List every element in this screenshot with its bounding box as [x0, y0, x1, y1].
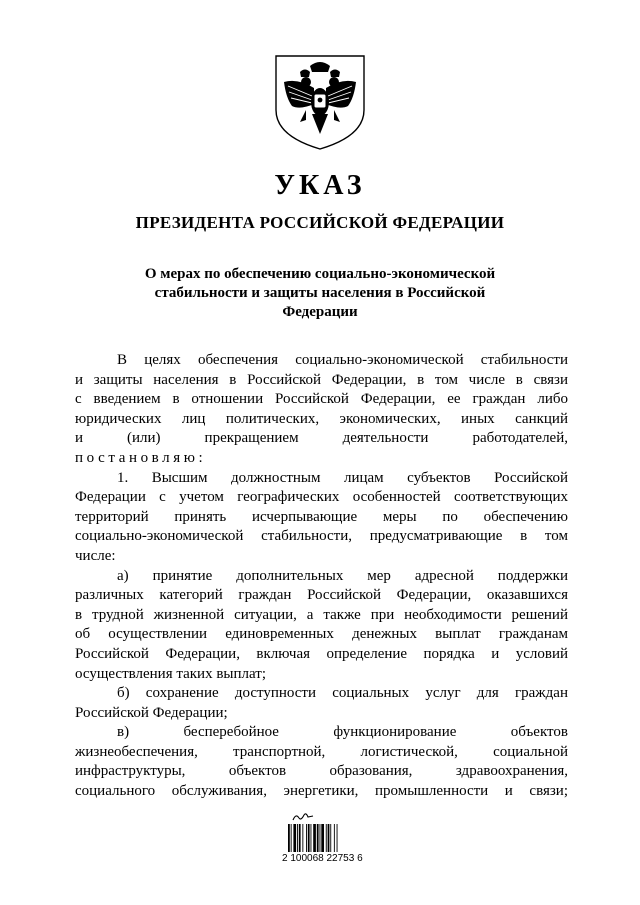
barcode-number: 2 100068 22753 6	[282, 853, 363, 864]
body-line: юридических лиц политических, экономических, иных санкций	[75, 410, 568, 427]
barcode-bar	[288, 824, 290, 852]
subject-line: Федерации	[282, 304, 358, 320]
body-line: а) принятие дополнительных мер адресной поддержки	[117, 567, 568, 584]
body-line: социального обслуживания, энергетики, промышленности и связи;	[75, 783, 568, 800]
body-line: 1. Высшим должностным лицам субъектов Российской	[117, 469, 568, 486]
coat-of-arms-emblem	[270, 52, 370, 152]
barcode-bar	[328, 824, 330, 852]
body-line: б) сохранение доступности социальных услуг для граждан	[117, 685, 568, 702]
body-line: об осуществлении единовременных денежных выплат гражданам	[75, 626, 568, 643]
subject-line: О мерах по обеспечению социально-экономической	[144, 266, 496, 282]
body-line: и (или) прекращением деятельности работодателей,	[75, 430, 568, 447]
body-line: Российской Федерации, включая определение порядка и условий	[75, 645, 568, 662]
body-line: и защиты населения в Российской Федерации, в том числе в связи	[75, 371, 568, 388]
body-line: в трудной жизненной ситуации, а также при необходимости решений	[75, 606, 568, 623]
body-line: Федерации с учетом географических особенностей соответствующих	[75, 489, 568, 506]
body-line: социально-экономической стабильности, предусматривающие в том	[75, 528, 568, 545]
body-line: Российской Федерации;	[75, 704, 228, 721]
barcode-bar	[320, 824, 321, 852]
barcode-bar	[337, 824, 338, 852]
body-line: В целях обеспечения социально-экономической стабильности	[117, 352, 568, 368]
decree-subject	[110, 265, 530, 322]
barcode-bar	[306, 824, 307, 852]
barcode-bar	[321, 824, 324, 852]
barcode-bar	[311, 824, 312, 852]
barcode-bar	[334, 824, 335, 852]
issuer-title: ПРЕЗИДЕНТА РОССИЙСКОЙ ФЕДЕРАЦИИ	[135, 213, 505, 232]
barcode-bar	[313, 824, 316, 852]
document-type-title: УКАЗ	[274, 170, 366, 201]
barcode-bar	[326, 824, 327, 852]
body-line: территорий принять исчерпывающие меры по обеспечению	[75, 508, 568, 525]
body-line: различных категорий граждан Российской Федерации, оказавшихся	[75, 587, 568, 604]
body-line: в) бесперебойное функционирование объектов	[117, 724, 568, 741]
barcode-bar	[297, 824, 298, 852]
body-line: осуществления таких выплат;	[75, 665, 266, 682]
decree-body	[75, 351, 568, 802]
subject-line: стабильности и защиты населения в Российской	[154, 285, 486, 301]
body-line: постановляю:	[75, 449, 207, 466]
barcode-bar	[302, 824, 303, 852]
barcode-bar	[317, 824, 319, 852]
barcode-bar	[291, 824, 292, 852]
barcode-bar	[308, 824, 310, 852]
barcode-bar	[299, 824, 301, 852]
body-line: числе:	[75, 547, 116, 564]
barcode-bar	[330, 824, 331, 852]
barcode-bar	[293, 824, 296, 852]
body-line: инфраструктуры, объектов образования, здравоохранения,	[75, 763, 568, 780]
body-line: с введением в отношении Российской Федерации, ее граждан либо	[75, 391, 568, 408]
body-line: жизнеобеспечения, транспортной, логистической, социальной	[75, 743, 568, 760]
